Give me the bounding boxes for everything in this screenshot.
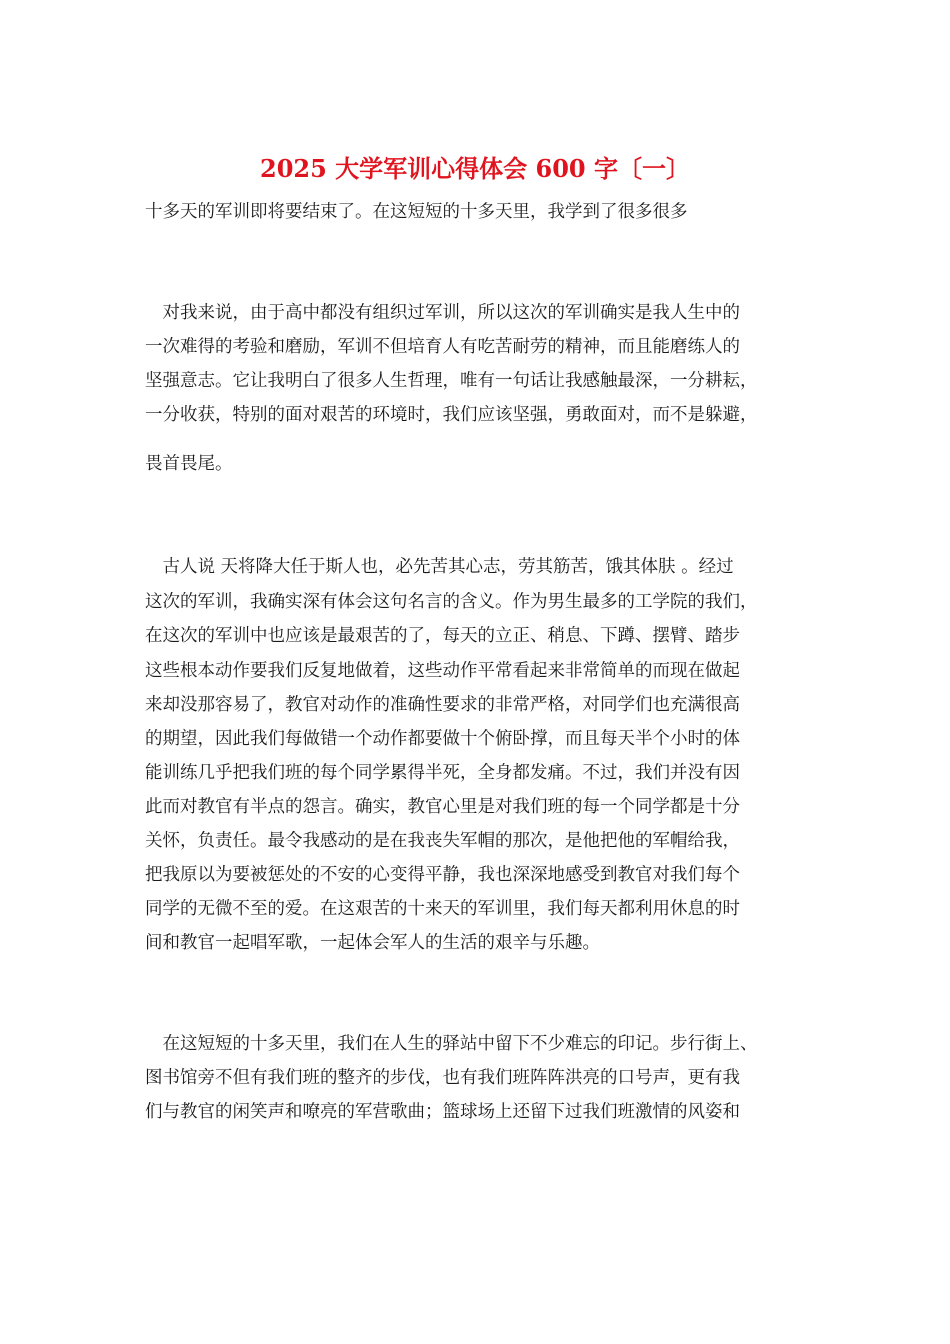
paragraph-2-line-9: 关怀，负责任。最令我感动的是在我丧失军帽的那次，是他把他的军帽给我，: [145, 831, 740, 851]
paragraph-2-line-6: 的期望，因此我们每做错一个动作都要做十个俯卧撑，而且每天半个小时的体: [145, 729, 740, 749]
paragraph-2-line-11: 同学的无微不至的爱。在这艰苦的十来天的军训里，我们每天都利用休息的时: [145, 899, 740, 919]
document-title: 2025 大学军训心得体会 600 字〔一〕: [260, 154, 690, 183]
paragraph-2-line-5: 来却没那容易了，教官对动作的准确性要求的非常严格，对同学们也充满很高: [145, 695, 740, 715]
paragraph-1-line-1: 对我来说，由于高中都没有组织过军训，所以这次的军训确实是我人生中的: [145, 303, 740, 323]
intro-line: 十多天的军训即将要结束了。在这短短的十多天里，我学到了很多很多: [145, 202, 688, 222]
paragraph-3-line-1: 在这短短的十多天里，我们在人生的驿站中留下不少难忘的印记。步行街上、: [145, 1034, 758, 1054]
paragraph-1-line-4: 一分收获，特别的面对艰苦的环境时，我们应该坚强，勇敢面对，而不是躲避，: [145, 405, 758, 425]
paragraph-1-line-2: 一次难得的考验和磨励，军训不但培育人有吃苦耐劳的精神，而且能磨练人的: [145, 337, 740, 357]
paragraph-3-line-3: 们与教官的闲笑声和嘹亮的军营歌曲；篮球场上还留下过我们班激情的风姿和: [145, 1102, 740, 1122]
paragraph-2-line-8: 此而对教官有半点的怨言。确实，教官心里是对我们班的每一个同学都是十分: [145, 797, 740, 817]
paragraph-2-line-12: 间和教官一起唱军歌，一起体会军人的生活的艰辛与乐趣。: [145, 933, 600, 953]
paragraph-2-line-10: 把我原以为要被惩处的不安的心变得平静，我也深深地感受到教官对我们每个: [145, 865, 740, 885]
paragraph-3-line-2: 图书馆旁不但有我们班的整齐的步伐，也有我们班阵阵洪亮的口号声，更有我: [145, 1068, 740, 1088]
paragraph-2-line-4: 这些根本动作要我们反复地做着，这些动作平常看起来非常简单的而现在做起: [145, 661, 740, 681]
paragraph-2-line-3: 在这次的军训中也应该是最艰苦的了，每天的立正、稍息、下蹲、摆臂、踏步: [145, 626, 740, 646]
paragraph-2-line-2: 这次的军训，我确实深有体会这句名言的含义。作为男生最多的工学院的我们，: [145, 592, 758, 612]
paragraph-2-line-1: 古人说 天将降大任于斯人也，必先苦其心志，劳其筋苦，饿其体肤 。经过: [145, 557, 734, 577]
paragraph-1-line-3: 坚强意志。它让我明白了很多人生哲理，唯有一句话让我感触最深，一分耕耘，: [145, 371, 758, 391]
paragraph-1-line-5: 畏首畏尾。: [145, 454, 233, 474]
paragraph-2-line-7: 能训练几乎把我们班的每个同学累得半死，全身都发痛。不过，我们并没有因: [145, 763, 740, 783]
